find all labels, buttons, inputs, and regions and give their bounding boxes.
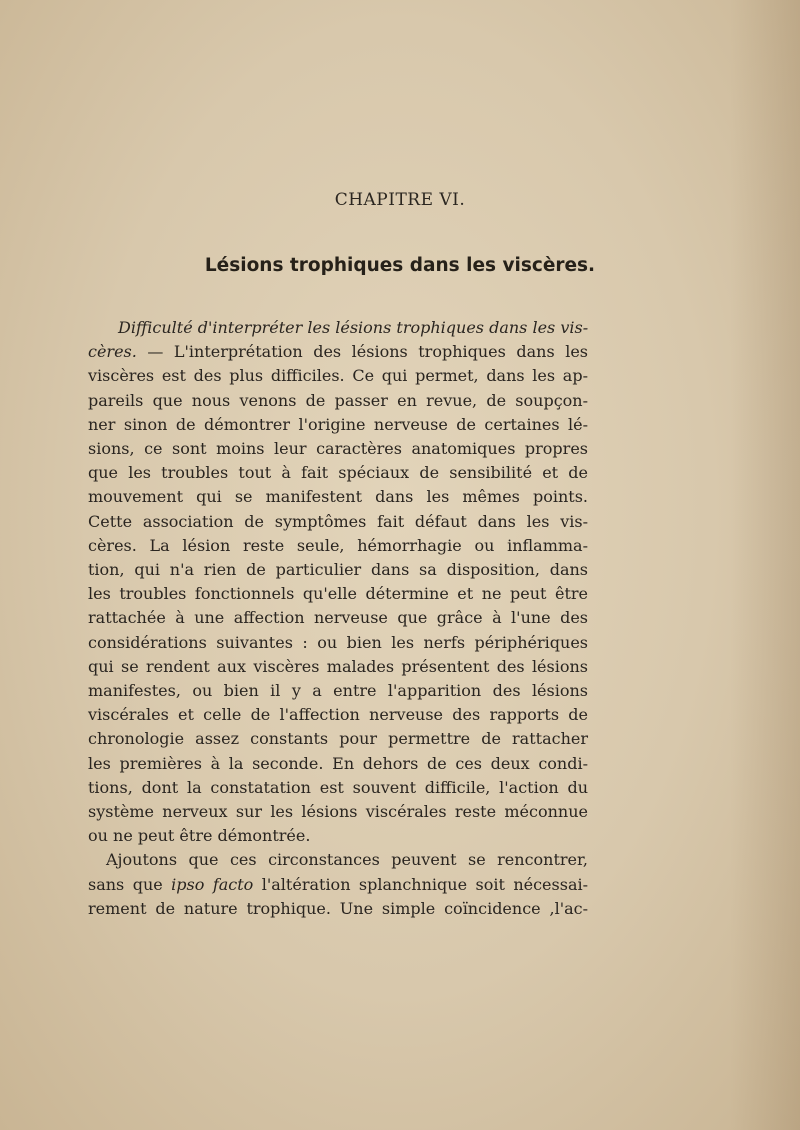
text-line: ner sinon de démontrer l'origine nerveuse de certaines lé- [88,414,588,434]
text-line: tions, dont la constatation est souvent difficile, l'action du [88,777,588,797]
italic-phrase: ipso facto [171,874,254,894]
text-line: considérations suivantes : ou bien les nerfs périphériques [88,632,588,652]
text-segment: sans que [88,874,172,894]
italic-heading-end: cères. [88,342,137,362]
text-line: les premières à la seconde. En dehors de ces deux condi- [88,753,588,773]
text-line: rattachée à une affection nerveuse que grâce à l'une des [88,608,588,628]
text-line: chronologie assez constants pour permettre de rattacher [88,729,588,749]
text-line: viscérales et celle de l'affection nerveuse des rapports de [88,705,588,725]
text-line: viscères est des plus difficiles. Ce qui permet, dans les ap- [88,366,588,386]
italic-heading-line: Difficulté d'interpréter les lésions trophiques dans les vis- [118,318,589,337]
text-line: pareils que nous venons de passer en revue, de soupçon- [88,390,588,410]
text-line: manifestes, ou bien il y a entre l'apparition des lésions [88,681,588,701]
text-line: système nerveux sur les lésions viscérales reste méconnue [88,802,588,822]
text-line: cères. La lésion reste seule, hémorrhagie ou inflamma- [88,535,588,555]
text-line: que les troubles tout à fait spéciaux de sensibilité et de [88,463,588,483]
text-line: tion, qui n'a rien de particulier dans sa disposition, dans [88,560,588,580]
text-line: Ajoutons que ces circonstances peuvent se rencontrer, [106,850,588,870]
body-text [88,316,588,921]
section-title: Lésions trophiques dans les viscères. [204,255,596,276]
text-line: les troubles fonctionnels qu'elle détermine et ne peut être [88,584,588,604]
text-line: sions, ce sont moins leur caractères anatomiques propres [88,439,588,459]
text-line: Cette association de symptômes fait défaut dans les vis- [88,511,588,531]
text-segment: l'altération splanchnique soit nécessai- [253,874,589,894]
text-line [88,340,588,364]
chapter-heading: CHAPITRE VI. [334,190,466,210]
text-line: ou ne peut être démontrée. [88,826,311,846]
page-edge-shadow [730,0,800,1130]
text-line [88,873,588,897]
text-line: mouvement qui se manifestent dans les mêmes points. [88,487,588,507]
text-line: rement de nature trophique. Une simple coïncidence ,l'ac- [88,898,588,918]
text-line: qui se rendent aux viscères malades présentent des lésions [88,656,588,676]
text-segment: — L'interprétation des lésions trophiques dans les [136,342,588,362]
